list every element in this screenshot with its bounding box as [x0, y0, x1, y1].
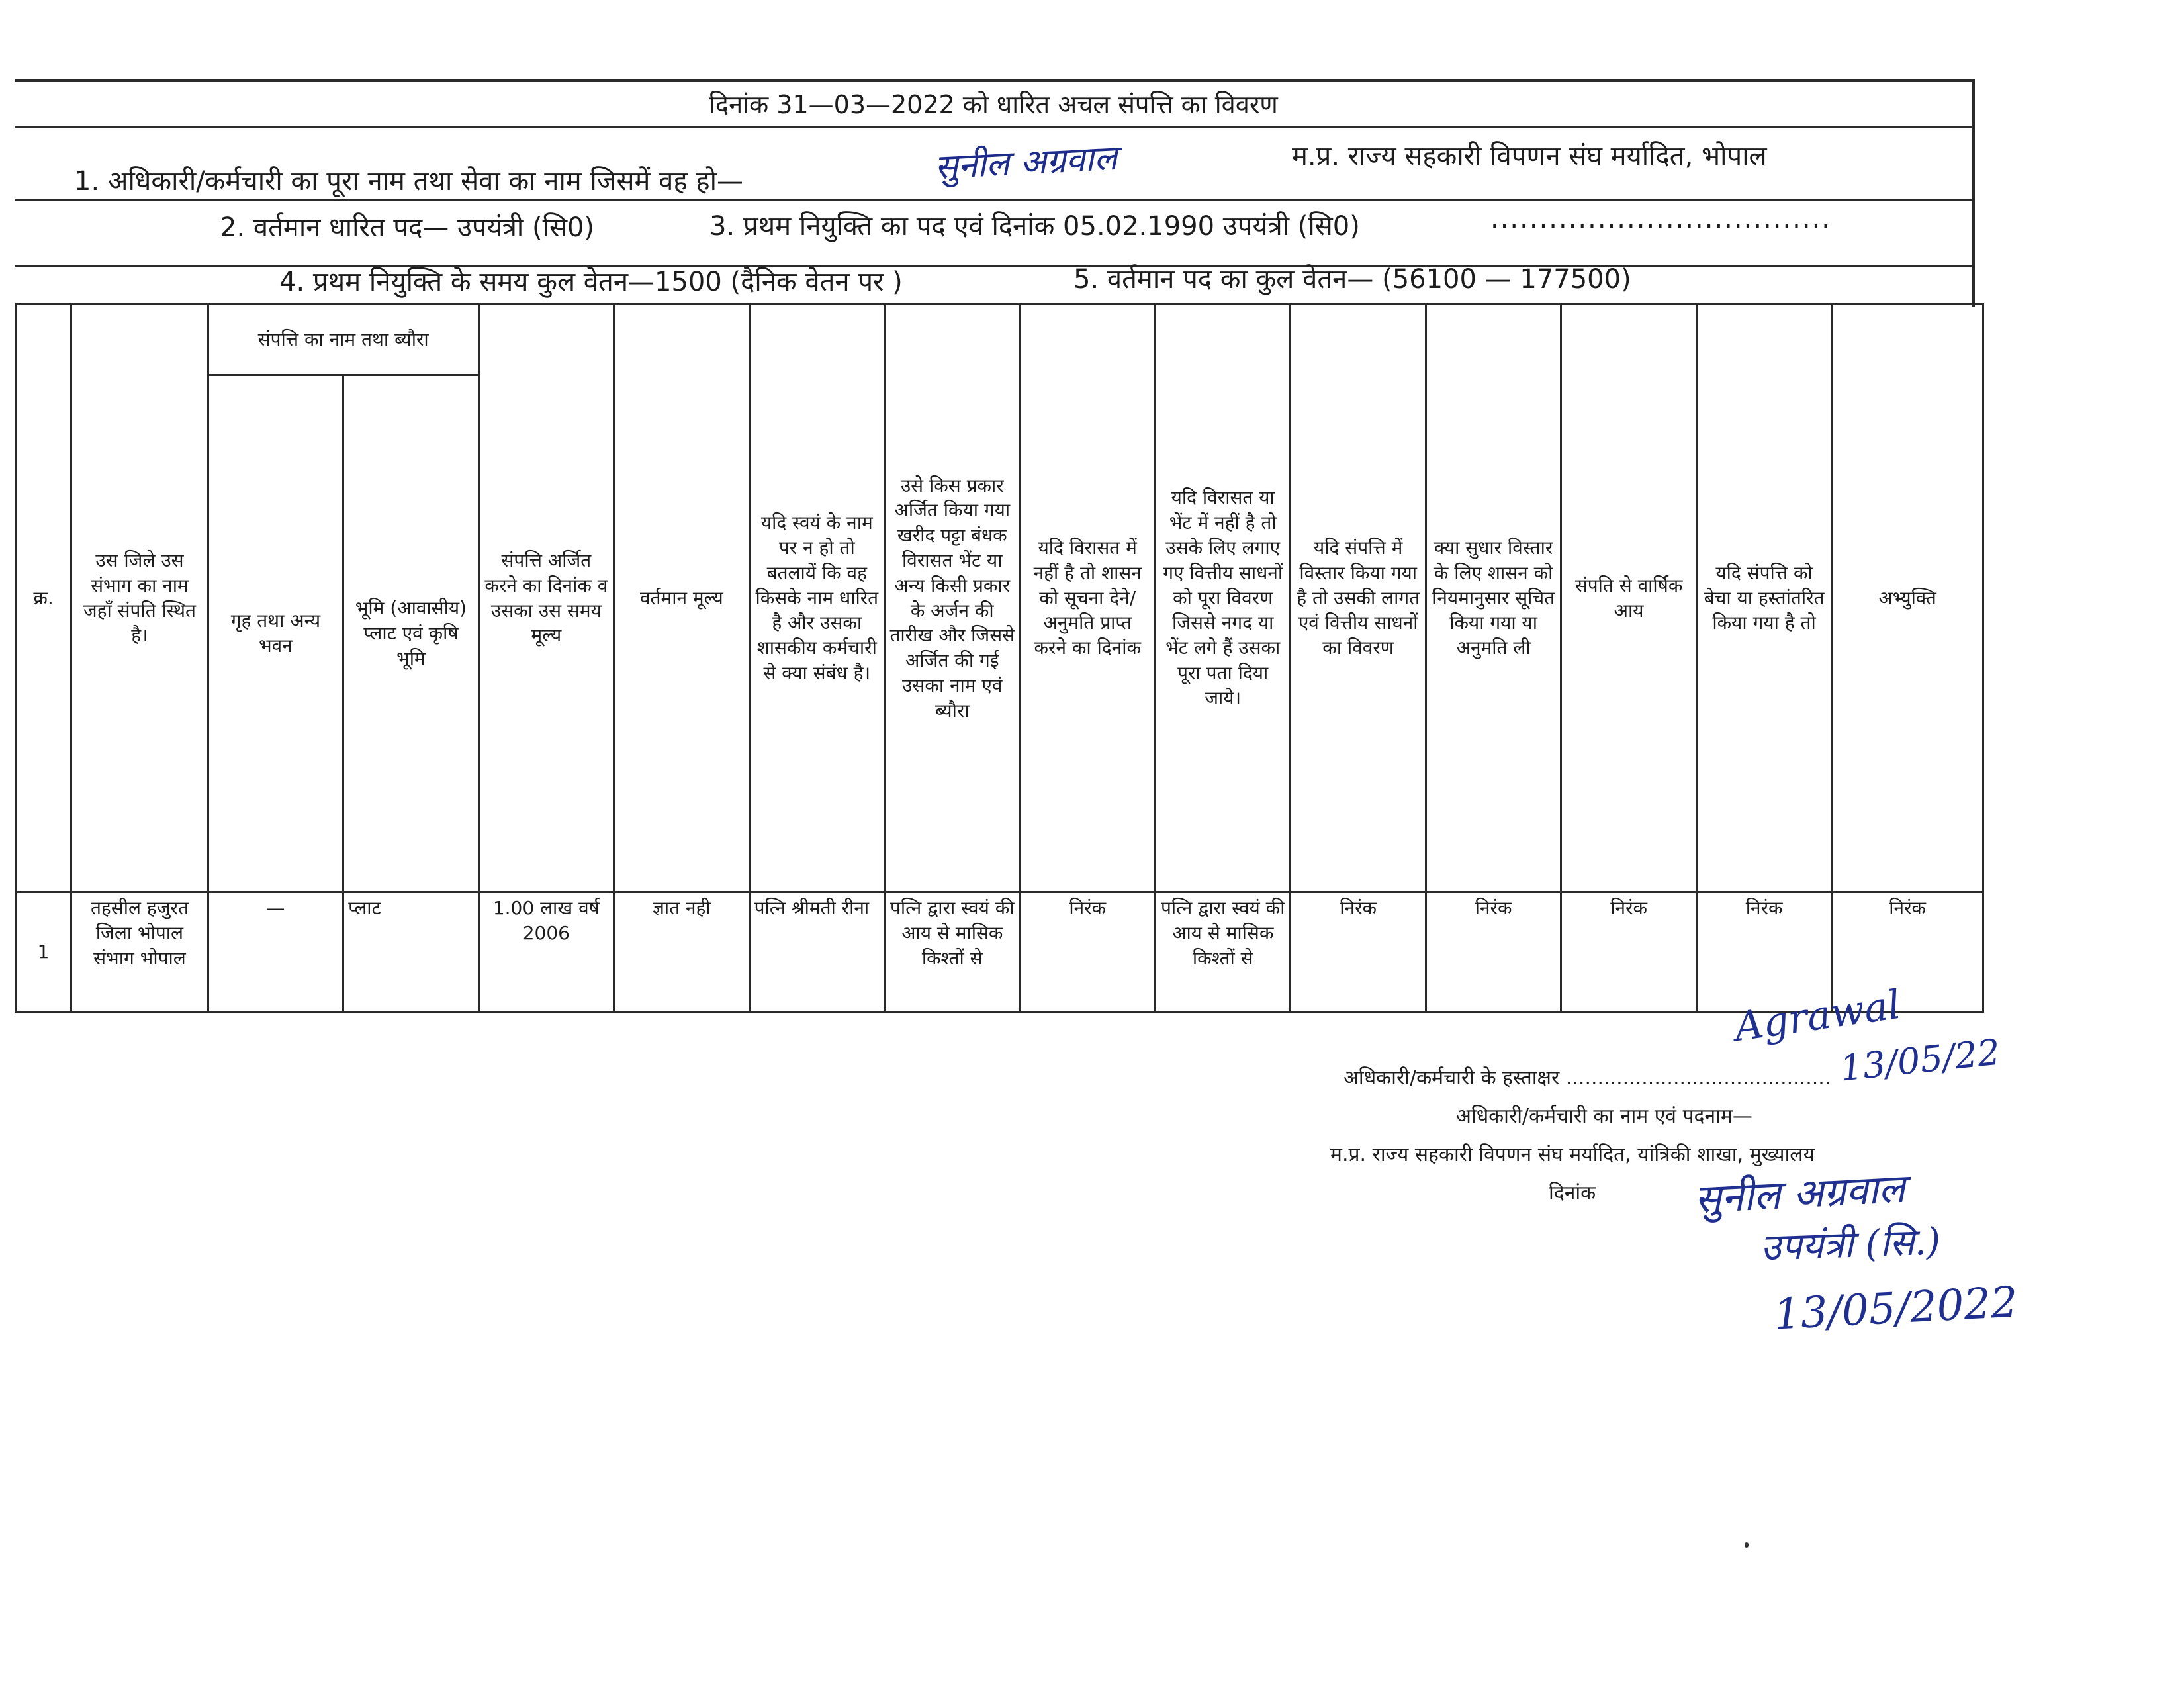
handwritten-date: 13/05/2022 [1772, 1278, 2019, 1340]
table-cell: निरंक [1696, 892, 1831, 1012]
column-header: गृह तथा अन्य भवन [208, 375, 343, 892]
column-header: वर्तमान मूल्य [614, 305, 749, 892]
table-cell: तहसील हजुरत जिला भोपाल संभाग भोपाल [71, 892, 208, 1012]
column-header: संपति से वार्षिक आय [1561, 305, 1696, 892]
organization-branch-line: म.प्र. राज्य सहकारी विपणन संघ मर्यादित, यांत्रिकी शाखा, मुख्यालय [1330, 1143, 1815, 1166]
table-cell: निरंक [1561, 892, 1696, 1012]
handwritten-name: सुनील अग्रवाल [1693, 1165, 1907, 1223]
table-cell: — [208, 892, 343, 1012]
first-appointment: 3. प्रथम नियुक्ति का पद एवं दिनांक 05.02.1990 उपयंत्री (सि0) [709, 211, 1360, 242]
column-header: यदि संपत्ति में विस्तार किया गया है तो उसकी लागत एवं वित्तीय साधनों का विवरण [1291, 305, 1426, 892]
column-header: संपत्ति अर्जित करने का दिनांक व उसका उस समय मूल्य [478, 305, 614, 892]
table-cell: निरंक [1426, 892, 1561, 1012]
table-cell: निरंक [1020, 892, 1155, 1012]
column-header: उस जिले उस संभाग का नाम जहाँ संपति स्थित है। [71, 305, 208, 892]
table-cell: निरंक [1832, 892, 1983, 1012]
organization-name: म.प्र. राज्य सहकारी विपणन संघ मर्यादित, भोपाल [1292, 141, 1767, 171]
column-header: उसे किस प्रकार अर्जित किया गया खरीद पट्टा बंधक विरासत भेंट या अन्य किसी प्रकार के अर्जन की तारीख और जिससे अर्जित की गई उसका नाम एवं ब्यौरा [885, 305, 1020, 892]
handwritten-signature: Agrawal [1731, 981, 1904, 1051]
column-header: यदि विरासत में नहीं है तो शासन को सूचना देने/अनुमति प्राप्त करने का दिनांक [1020, 305, 1155, 892]
date-label: दिनांक [1549, 1182, 1596, 1205]
table-cell: 1 [16, 892, 71, 1012]
handwritten-designation: उपयंत्री (सि.) [1760, 1220, 1942, 1270]
table-cell: ज्ञात नही [614, 892, 749, 1012]
blank-dotted-line: ................................... [1490, 204, 1832, 234]
table-cell: पत्नि श्रीमती रीना [749, 892, 884, 1012]
current-pay-scale: 5. वर्तमान पद का कुल वेतन— (56100 — 177500) [1073, 264, 1631, 295]
name-designation-label: अधिकारी/कर्मचारी का नाम एवं पदनाम— [1456, 1105, 1752, 1128]
table-cell: प्लाट [343, 892, 478, 1012]
handwritten-signature-date: 13/05/22 [1838, 1031, 2003, 1090]
property-table [15, 303, 1984, 1013]
table-cell: 1.00 लाख वर्ष 2006 [478, 892, 614, 1012]
column-header: अभ्युक्ति [1832, 305, 1983, 892]
table-cell: पत्नि द्वारा स्वयं की आय से मासिक किश्तों से [1155, 892, 1290, 1012]
column-header: यदि स्वयं के नाम पर न हो तो बतलायें कि वह किसके नाम धारित है और उसका शासकीय कर्मचारी से क्या संबंध है। [749, 305, 884, 892]
employee-name-row [15, 126, 1975, 201]
first-salary: 4. प्रथम नियुक्ति के समय कुल वेतन—1500 (दैनिक वेतन पर ) [279, 267, 903, 297]
column-header: यदि विरासत या भेंट में नहीं है तो उसके लिए लगाए गए वित्तीय साधनों को पूरा विवरण जिससे नगद या भेंट लगे हैं उसका पूरा पता दिया जाये। [1155, 305, 1290, 892]
handwritten-employee-name: सुनील अग्रवाल [933, 138, 1118, 188]
column-header: क्र. [16, 305, 71, 892]
signature-label: अधिकारी/कर्मचारी के हस्ताक्षर .......................................... [1343, 1066, 1831, 1090]
form-title-text: दिनांक 31—03—2022 को धारित अचल संपत्ति का विवरण [709, 90, 1278, 119]
table-cell: निरंक [1291, 892, 1426, 1012]
table-cell: पत्नि द्वारा स्वयं की आय से मासिक किश्तों से [885, 892, 1020, 1012]
group-header-property: संपत्ति का नाम तथा ब्यौरा [208, 305, 478, 375]
current-designation: 2. वर्तमान धारित पद— उपयंत्री (सि0) [220, 212, 595, 243]
column-header: यदि संपत्ति को बेचा या हस्तांतरित किया गया है तो [1696, 305, 1831, 892]
employee-name-label: 1. अधिकारी/कर्मचारी का पूरा नाम तथा सेवा का नाम जिसमें वह हो— [74, 166, 743, 197]
table-row [16, 892, 1983, 1012]
salary-row [15, 265, 1975, 307]
column-header: भूमि (आवासीय) प्लाट एवं कृषि भूमि [343, 375, 478, 892]
column-header: क्या सुधार विस्तार के लिए शासन को नियमानुसार सूचित किया गया या अनुमति ली [1426, 305, 1561, 892]
scan-speck [1745, 1542, 1749, 1548]
table-header-group-row [16, 305, 1983, 375]
form-title [15, 79, 1975, 128]
designation-row [15, 199, 1975, 267]
